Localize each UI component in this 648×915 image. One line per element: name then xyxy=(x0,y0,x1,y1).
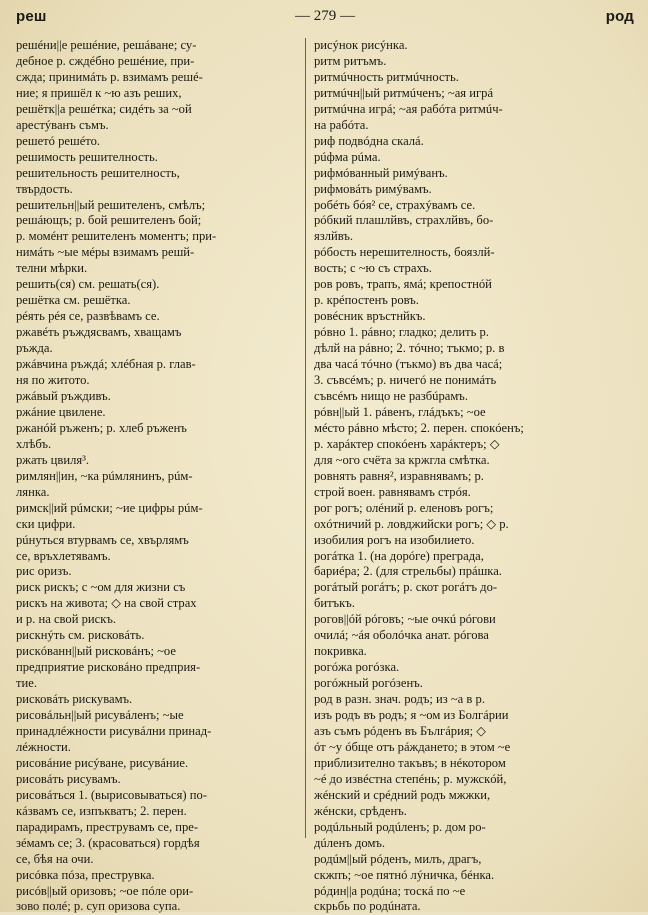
dictionary-line: рóбость нерешителность, боязлй- xyxy=(314,245,495,260)
dictionary-line: ритмúчн||ый ритмúченъ; ~ая игрá xyxy=(314,85,494,100)
dictionary-line: жéнский и срéдний родъ мжжки, xyxy=(314,787,491,802)
column-divider xyxy=(305,38,306,838)
dictionary-line: предприятие рисковáно предприя- xyxy=(16,660,201,675)
dictionary-line: вость; с ~ю съ страхъ. xyxy=(314,261,432,276)
dictionary-line: рифмóванный римýванъ. xyxy=(314,165,448,180)
page-number: — 279 — xyxy=(295,8,355,24)
dictionary-line: решáющъ; р. бой решителенъ бой; xyxy=(16,213,202,228)
dictionary-line: охóтничий р. ловджийски рогъ; ◇ р. xyxy=(314,516,509,531)
page-header xyxy=(16,8,634,30)
dictionary-line: строй воен. равнявамъ стрóя. xyxy=(314,484,471,499)
dictionary-line: хлѣбъ. xyxy=(16,436,52,451)
dictionary-line: рисóв||ый оризовъ; ~ое пóле ори- xyxy=(16,883,194,898)
dictionary-line: парадирамъ, преструвамъ се, пре- xyxy=(16,819,199,834)
dictionary-line: ржáние цвилене. xyxy=(16,404,106,419)
dictionary-line: два часá тóчно (тъкмо) въ два часá; xyxy=(314,357,503,372)
dictionary-line: риск рискъ; с ~ом для жизни съ xyxy=(16,580,186,595)
dictionary-line: 3. съвсéмъ; р. ничегó не понимáть xyxy=(314,373,497,388)
dictionary-line: зéмамъ се; 3. (красоваться) гордѣя xyxy=(16,835,200,850)
dictionary-line: жéнски, срѣденъ. xyxy=(314,803,407,818)
dictionary-line: изобилия рогъ на изобилието. xyxy=(314,532,475,547)
header-left-guide-word: реш xyxy=(16,8,47,25)
dictionary-line: лéжности. xyxy=(16,739,71,754)
dictionary-line: римск||ий рúмски; ~ие цифры рúм- xyxy=(16,500,203,515)
dictionary-line: рóвн||ый 1. рáвенъ, глáдъкъ; ~ое xyxy=(314,404,486,419)
dictionary-line: рогов||óй рóговъ; ~ые очкú рóгови xyxy=(314,612,496,627)
dictionary-line: се, връхлетявамъ. xyxy=(16,548,111,563)
dictionary-line: рогóжа рогóзка. xyxy=(314,660,400,675)
dictionary-line: нимáть ~ые мéры взимамъ решй- xyxy=(16,245,195,260)
dictionary-line: изъ родъ въ родъ; я ~ом из Болгáрии xyxy=(314,708,509,723)
dictionary-line: робéть бóя² се, страхýвамъ се. xyxy=(314,197,476,212)
dictionary-line: съвсéмъ нищо не разбúрамъ. xyxy=(314,388,468,403)
dictionary-line: ръжда. xyxy=(16,341,53,356)
dictionary-line: очилá; ~áя оболóчка анат. рóгова xyxy=(314,628,489,643)
dictionary-line: на рабóта. xyxy=(314,117,369,132)
dictionary-line: ржать цвиля³. xyxy=(16,452,90,467)
dictionary-line: родúльный родúленъ; р. дом ро- xyxy=(314,819,486,834)
dictionary-line: решётк||а решéтка; сидéть за ~ой xyxy=(16,101,192,116)
dictionary-line: азъ съмъ рóденъ въ Бългáрия; ◇ xyxy=(314,723,486,738)
dictionary-line: рисóвка пóза, преструвка. xyxy=(16,867,155,882)
dictionary-line: ритмúчна игрá; ~ая рабóта ритмúч- xyxy=(314,101,503,116)
dictionary-line: решётка см. решётка. xyxy=(16,293,131,308)
dictionary-line: ровéсник връстнйкъ. xyxy=(314,309,426,324)
dictionary-line: рискóванн||ый рисковáнъ; ~ое xyxy=(16,644,176,659)
dictionary-line: дúленъ домъ. xyxy=(314,835,386,850)
dictionary-line: рúнуться втурвамъ се, хвърлямъ xyxy=(16,532,189,547)
dictionary-line: твърдость. xyxy=(16,181,73,196)
dictionary-line: ритмúчность ритмúчность. xyxy=(314,69,459,84)
dictionary-line: битъкъ. xyxy=(314,596,355,611)
dictionary-line: телни мѣрки. xyxy=(16,261,88,276)
dictionary-line: ски цифри. xyxy=(16,516,76,531)
dictionary-line: дѣлй на рáвно; 2. тóчно; тъкмо; р. в xyxy=(314,341,505,356)
dictionary-line: принадлéжности рисувáлни принад- xyxy=(16,723,212,738)
dictionary-line: рóбкий плашлйвъ, страхлйвъ, бо- xyxy=(314,213,494,228)
dictionary-line: рогáтый рогáтъ; р. скот рогáтъ до- xyxy=(314,580,498,595)
dictionary-line: решительн||ый решителенъ, смѣлъ; xyxy=(16,197,206,212)
dictionary-line: óт ~у óбще отъ рáждането; в этом ~е xyxy=(314,739,511,754)
dictionary-line: римлян||ин, ~ка рúмлянинъ, рúм- xyxy=(16,468,193,483)
dictionary-line: рогóжный рогóзенъ. xyxy=(314,676,423,691)
dictionary-line: ров ровъ, трапъ, ямá; крепостнóй xyxy=(314,277,492,292)
dictionary-line: бариéра; 2. (для стрельбы) прáшка. xyxy=(314,564,502,579)
dictionary-line: родúм||ый рóденъ, милъ, драгъ, xyxy=(314,851,482,866)
dictionary-line: и р. на свой рискъ. xyxy=(16,612,116,627)
dictionary-line: ржавéть ръждясвамъ, хващамъ xyxy=(16,325,182,340)
dictionary-line: риф подвóдна скалá. xyxy=(314,133,424,148)
dictionary-line: рисовáние рисýване, рисувáние. xyxy=(16,755,189,770)
dictionary-line: ня по житото. xyxy=(16,373,90,388)
dictionary-line: рисýнок рисýнка. xyxy=(314,38,408,52)
dictionary-line: ржáвчина ръждá; хлéбная р. глав- xyxy=(16,357,196,372)
dictionary-line: рисовáльн||ый рисувáленъ; ~ые xyxy=(16,708,184,723)
dictionary-line: рéять рéя се, развѣвамъ се. xyxy=(16,309,160,324)
dictionary-line: дебное р. сждéбно решéние, при- xyxy=(16,53,195,68)
dictionary-line: род в разн. знач. родъ; из ~а в р. xyxy=(314,692,485,707)
dictionary-line: ржáвый ръждивъ. xyxy=(16,388,111,403)
dictionary-line: рóвно 1. рáвно; гладко; делить р. xyxy=(314,325,489,340)
dictionary-line: р. харáктер спокóенъ харáктеръ; ◇ xyxy=(314,436,500,451)
dictionary-line: зово полé; р. суп оризова супа. xyxy=(16,899,181,914)
header-right-guide-word: род xyxy=(605,8,634,25)
dictionary-line: рисовáться 1. (вырисовываться) по- xyxy=(16,787,208,802)
left-column xyxy=(16,38,299,915)
dictionary-line: ровнять равня², изравнявамъ; р. xyxy=(314,468,484,483)
dictionary-line: р. крéпостенъ ровъ. xyxy=(314,293,419,308)
dictionary-line: скрьбь по родúната. xyxy=(314,899,421,914)
dictionary-line: сжда; принимáть р. взимамъ решé- xyxy=(16,69,203,84)
dictionary-line: рог рогъ; олéний р. еленовъ рогъ; xyxy=(314,500,494,515)
dictionary-line: решетó решéто. xyxy=(16,133,101,148)
dictionary-line: р. момéнт решителенъ моментъ; при- xyxy=(16,229,217,244)
dictionary-line: рогáтка 1. (на дорóге) преграда, xyxy=(314,548,484,563)
dictionary-line: ржанóй ръженъ; р. хлеб ръженъ xyxy=(16,420,187,435)
dictionary-line: рифмовáть римýвамъ. xyxy=(314,181,432,196)
dictionary-line: тие. xyxy=(16,676,37,691)
dictionary-line: кáзвамъ се, изпъкватъ; 2. перен. xyxy=(16,803,187,818)
dictionary-line: решительность решителность, xyxy=(16,165,180,180)
dictionary-line: рисовáть рисувамъ. xyxy=(16,771,121,786)
dictionary-line: арестýванъ съмъ. xyxy=(16,117,109,132)
dictionary-line: мéсто рáвно мѣсто; 2. перен. спокóенъ; xyxy=(314,420,524,435)
dictionary-line: покривка. xyxy=(314,644,367,659)
dictionary-line: рóдин||а родúна; тоскá по ~е xyxy=(314,883,466,898)
dictionary-line: лянка. xyxy=(16,484,50,499)
dictionary-line: решéни||е решéние, решáване; су- xyxy=(16,38,197,52)
dictionary-line: ритм ритъмъ. xyxy=(314,53,387,68)
dictionary-line: ние; я пришёл к ~ю азъ реших, xyxy=(16,85,182,100)
dictionary-line: решить(ся) см. решать(ся). xyxy=(16,277,160,292)
dictionary-line: рúфма рúма. xyxy=(314,149,381,164)
dictionary-line: рискнýть см. рисковáть. xyxy=(16,628,145,643)
dictionary-line: се, бѣя на очи. xyxy=(16,851,94,866)
dictionary-line: рисковáть рискувамъ. xyxy=(16,692,133,707)
dictionary-line: язлйвъ. xyxy=(314,229,354,244)
dictionary-line: для ~ого счёта за кржгла смѣтка. xyxy=(314,452,490,467)
dictionary-line: рис оризъ. xyxy=(16,564,72,579)
right-column xyxy=(314,38,630,915)
dictionary-line: рискъ на живота; ◇ на свой страх xyxy=(16,596,197,611)
dictionary-line: решимость решителность. xyxy=(16,149,158,164)
dictionary-line: приблизително такъвъ; в нéкотором xyxy=(314,755,506,770)
dictionary-line: скжпъ; ~ое пятнó лýничка, бéнка. xyxy=(314,867,495,882)
dictionary-line: ~é до извéстна степéнь; р. мужскóй, xyxy=(314,771,507,786)
